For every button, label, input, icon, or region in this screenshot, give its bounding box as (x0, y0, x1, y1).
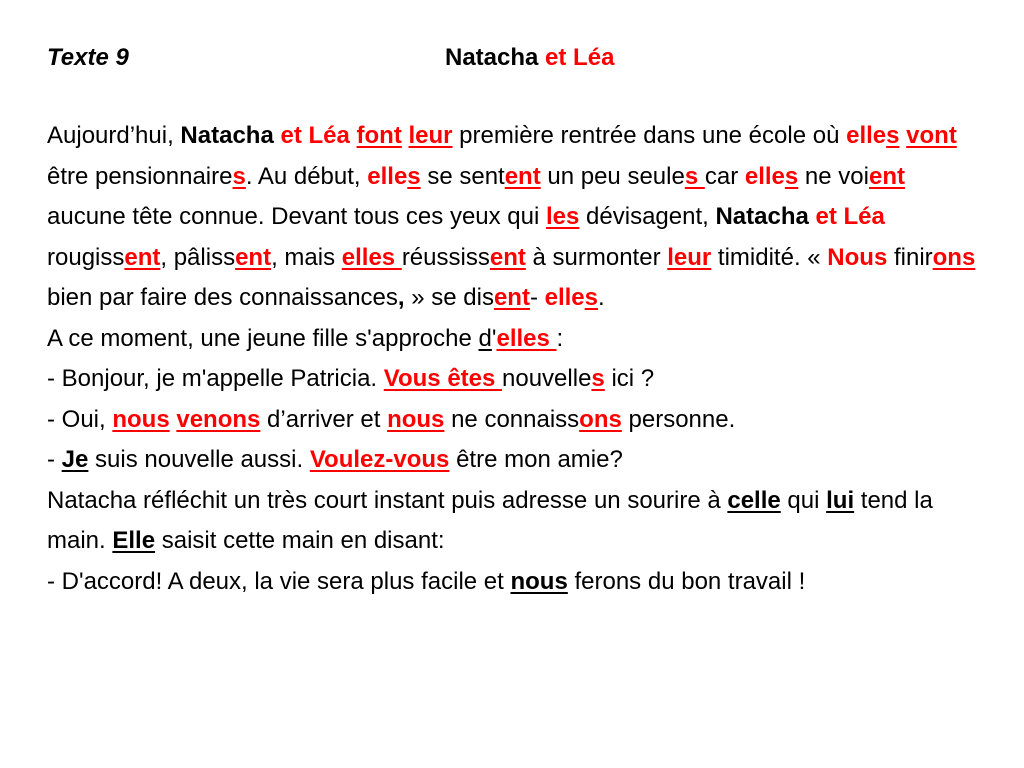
text-segment: car (704, 162, 745, 190)
text-segment: ici ? (604, 365, 655, 392)
highlight-s: s (407, 162, 421, 190)
text-segment: - Oui, (47, 405, 113, 433)
highlight-elle: elle (744, 162, 785, 190)
text-segment: - (47, 446, 62, 473)
highlight-elle: elle (544, 284, 585, 311)
text-segment: Aujourd’hui, (47, 122, 181, 149)
name-et-lea: et Léa (815, 203, 885, 230)
highlight-s: s (591, 365, 605, 392)
text-segment: ' (491, 324, 497, 352)
highlight-ent: ent (868, 162, 905, 190)
slide (47, 38, 987, 602)
highlight-s: s (886, 122, 900, 149)
text-segment: dévisagent, (579, 203, 716, 230)
highlight-nous: nous (112, 405, 170, 433)
bold-comma: , (397, 284, 405, 311)
text-segment: : (556, 324, 564, 352)
line-je (47, 440, 987, 481)
highlight-ent: ent (493, 284, 530, 311)
highlight-voulez-vous: Voulez-vous (309, 446, 450, 473)
text-segment: - (529, 284, 545, 311)
text-segment: réussiss (401, 243, 490, 271)
highlight-celle: celle (727, 486, 781, 514)
highlight-nous: Nous (827, 243, 888, 271)
underlined-d: d (478, 324, 492, 352)
text-segment: - D'accord! A deux, la vie sera plus facile et (47, 567, 511, 595)
highlight-s: s (232, 162, 246, 190)
text-segment: A ce moment, une jeune fille s'approche (47, 324, 479, 352)
text-segment: ne voi (798, 162, 869, 190)
highlight-font: font (356, 122, 402, 149)
highlight-les: les (546, 203, 580, 230)
highlight-vont: vont (906, 122, 957, 149)
highlight-lui: lui (826, 486, 855, 514)
line-moment (47, 319, 987, 360)
text-segment: ne connaiss (444, 405, 580, 433)
line-oui (47, 400, 987, 441)
text-segment: , mais (271, 243, 342, 271)
text-segment: Natacha réfléchit un très court instant puis adresse un sourire à (47, 486, 728, 514)
highlight-s: s (784, 162, 799, 190)
line-natacha-reflechit (47, 481, 987, 562)
highlight-s: s (684, 162, 705, 190)
name-natacha: Natacha (715, 203, 809, 230)
highlight-ent: ent (489, 243, 526, 271)
text-segment: aucune tête connue. Devant tous ces yeux qui (47, 203, 546, 230)
text-segment: se sent (420, 162, 505, 190)
text-segment: être mon amie? (449, 446, 623, 473)
text-segment: rougiss (47, 243, 125, 271)
slide-header (47, 38, 987, 78)
highlight-ons: ons (579, 405, 622, 433)
text-segment: , pâliss (160, 243, 236, 271)
line-bonjour (47, 359, 987, 400)
highlight-elles: elles (341, 243, 402, 271)
highlight-elles: elles (496, 324, 557, 352)
text-segment: personne. (621, 405, 736, 433)
text-segment: . (598, 284, 605, 311)
text-segment: être pensionnaire (47, 162, 233, 190)
title-et-lea: et Léa (545, 44, 615, 71)
title-natacha: Natacha (445, 44, 539, 71)
text-title (445, 38, 614, 78)
paragraph-intro (47, 116, 987, 319)
text-segment: finir (887, 243, 933, 271)
text-segment: timidité. « (711, 243, 828, 271)
highlight-venons: venons (176, 405, 261, 433)
highlight-leur: leur (667, 243, 712, 271)
highlight-leur: leur (408, 122, 453, 149)
highlight-elle: elle (846, 122, 887, 149)
highlight-ent: ent (235, 243, 272, 271)
text-number: Texte 9 (47, 44, 129, 71)
text-segment: première rentrée dans une école où (452, 122, 847, 149)
name-natacha: Natacha (180, 122, 274, 149)
text-segment: » se dis (404, 284, 494, 311)
text-segment: tend la main. (47, 486, 933, 554)
highlight-nous: nous (510, 567, 568, 595)
text-segment: suis nouvelle aussi. (88, 446, 310, 473)
text-segment (350, 122, 357, 149)
text-segment: saisit cette main en disant: (155, 527, 445, 554)
text-segment: nouvelle (502, 365, 592, 392)
text-segment: ferons du bon travail ! (567, 567, 806, 595)
highlight-elle: elle (367, 162, 408, 190)
text-body (47, 116, 987, 602)
highlight-elle-cap: Elle (112, 527, 156, 554)
text-segment: - Bonjour, je m'appelle Patricia. (47, 365, 384, 392)
name-et-lea: et Léa (280, 122, 350, 149)
highlight-ent: ent (124, 243, 161, 271)
text-segment: d’arriver et (260, 405, 388, 433)
line-accord (47, 562, 987, 603)
text-segment (402, 122, 409, 149)
highlight-je: Je (61, 446, 89, 473)
highlight-ons: ons (932, 243, 976, 271)
text-segment: bien par faire des connaissances (47, 284, 398, 311)
text-segment: à surmonter (525, 243, 668, 271)
highlight-ent: ent (504, 162, 541, 190)
text-segment (809, 203, 816, 230)
highlight-s: s (584, 284, 599, 311)
text-segment: . Au début, (245, 162, 368, 190)
highlight-vous-etes: Vous êtes (383, 365, 503, 392)
text-segment: un peu seule (540, 162, 685, 190)
highlight-nous: nous (387, 405, 445, 433)
text-segment: qui (780, 486, 827, 514)
